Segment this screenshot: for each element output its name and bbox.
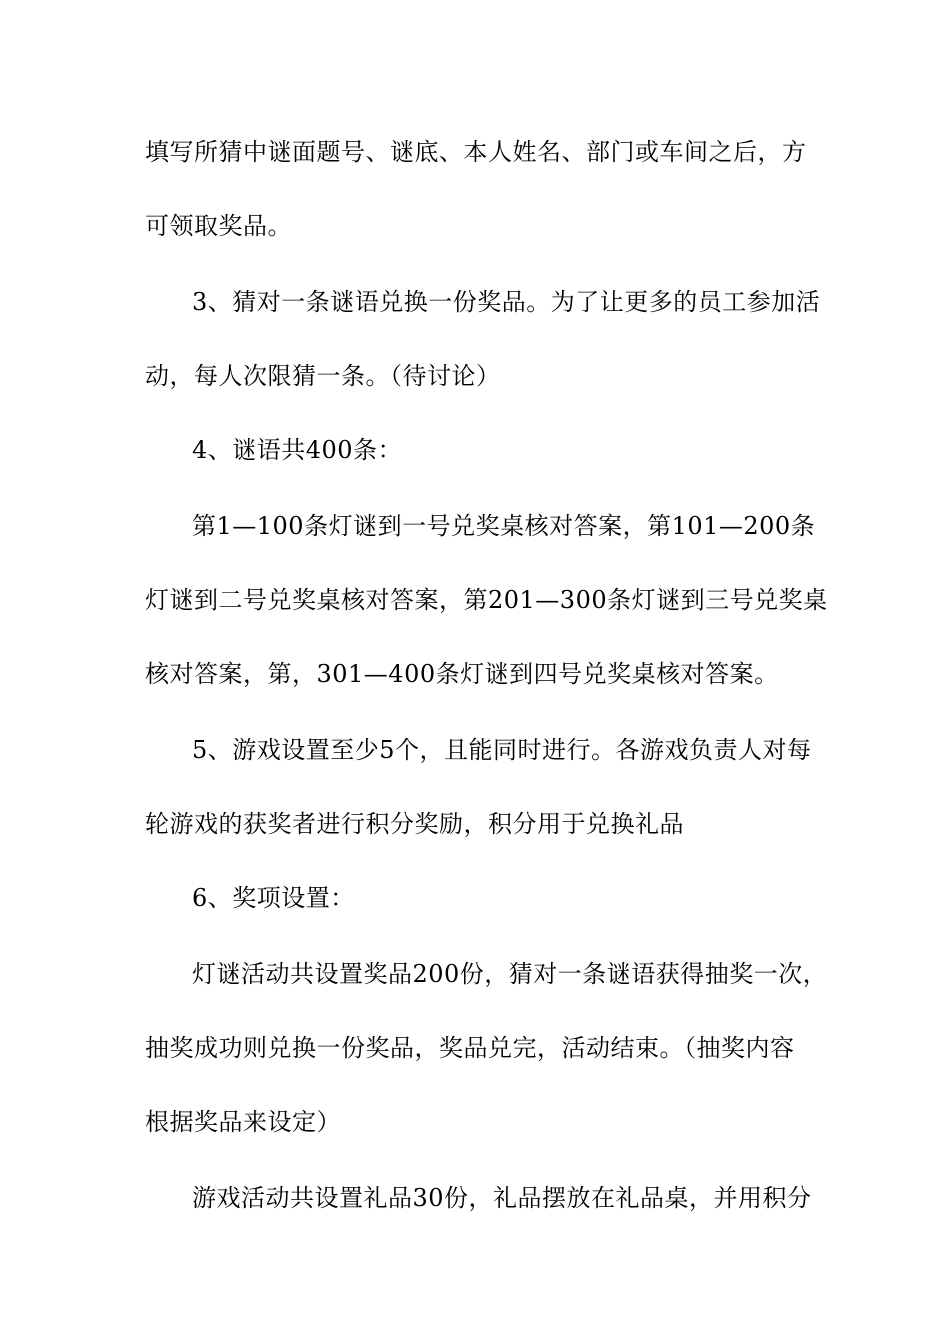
paragraph-line: 灯谜到二号兑奖桌核对答案，第201—300条灯谜到三号兑奖桌	[145, 586, 828, 614]
paragraph-line: 可领取奖品。	[145, 212, 292, 240]
paragraph-line: 根据奖品来设定）	[145, 1108, 341, 1136]
paragraph-line: 3、猜对一条谜语兑换一份奖品。为了让更多的员工参加活	[192, 288, 821, 316]
paragraph-line: 填写所猜中谜面题号、谜底、本人姓名、部门或车间之后，方	[145, 138, 807, 166]
paragraph-line: 核对答案，第，301—400条灯谜到四号兑奖桌核对答案。	[145, 660, 779, 688]
paragraph-line: 灯谜活动共设置奖品200份，猜对一条谜语获得抽奖一次，	[192, 960, 828, 988]
paragraph-line: 轮游戏的获奖者进行积分奖励，积分用于兑换礼品	[145, 810, 684, 838]
paragraph-line: 动，每人次限猜一条。（待讨论）	[145, 362, 501, 390]
paragraph-line: 6、奖项设置：	[192, 884, 355, 912]
paragraph-line: 抽奖成功则兑换一份奖品，奖品兑完，活动结束。（抽奖内容	[145, 1034, 795, 1062]
paragraph-line: 5、游戏设置至少5个，且能同时进行。各游戏负责人对每	[192, 736, 812, 764]
paragraph-line: 4、谜语共400条：	[192, 436, 403, 464]
paragraph-line: 游戏活动共设置礼品30份，礼品摆放在礼品桌，并用积分	[192, 1184, 812, 1212]
paragraph-line: 第1—100条灯谜到一号兑奖桌核对答案，第101—200条	[192, 512, 816, 540]
